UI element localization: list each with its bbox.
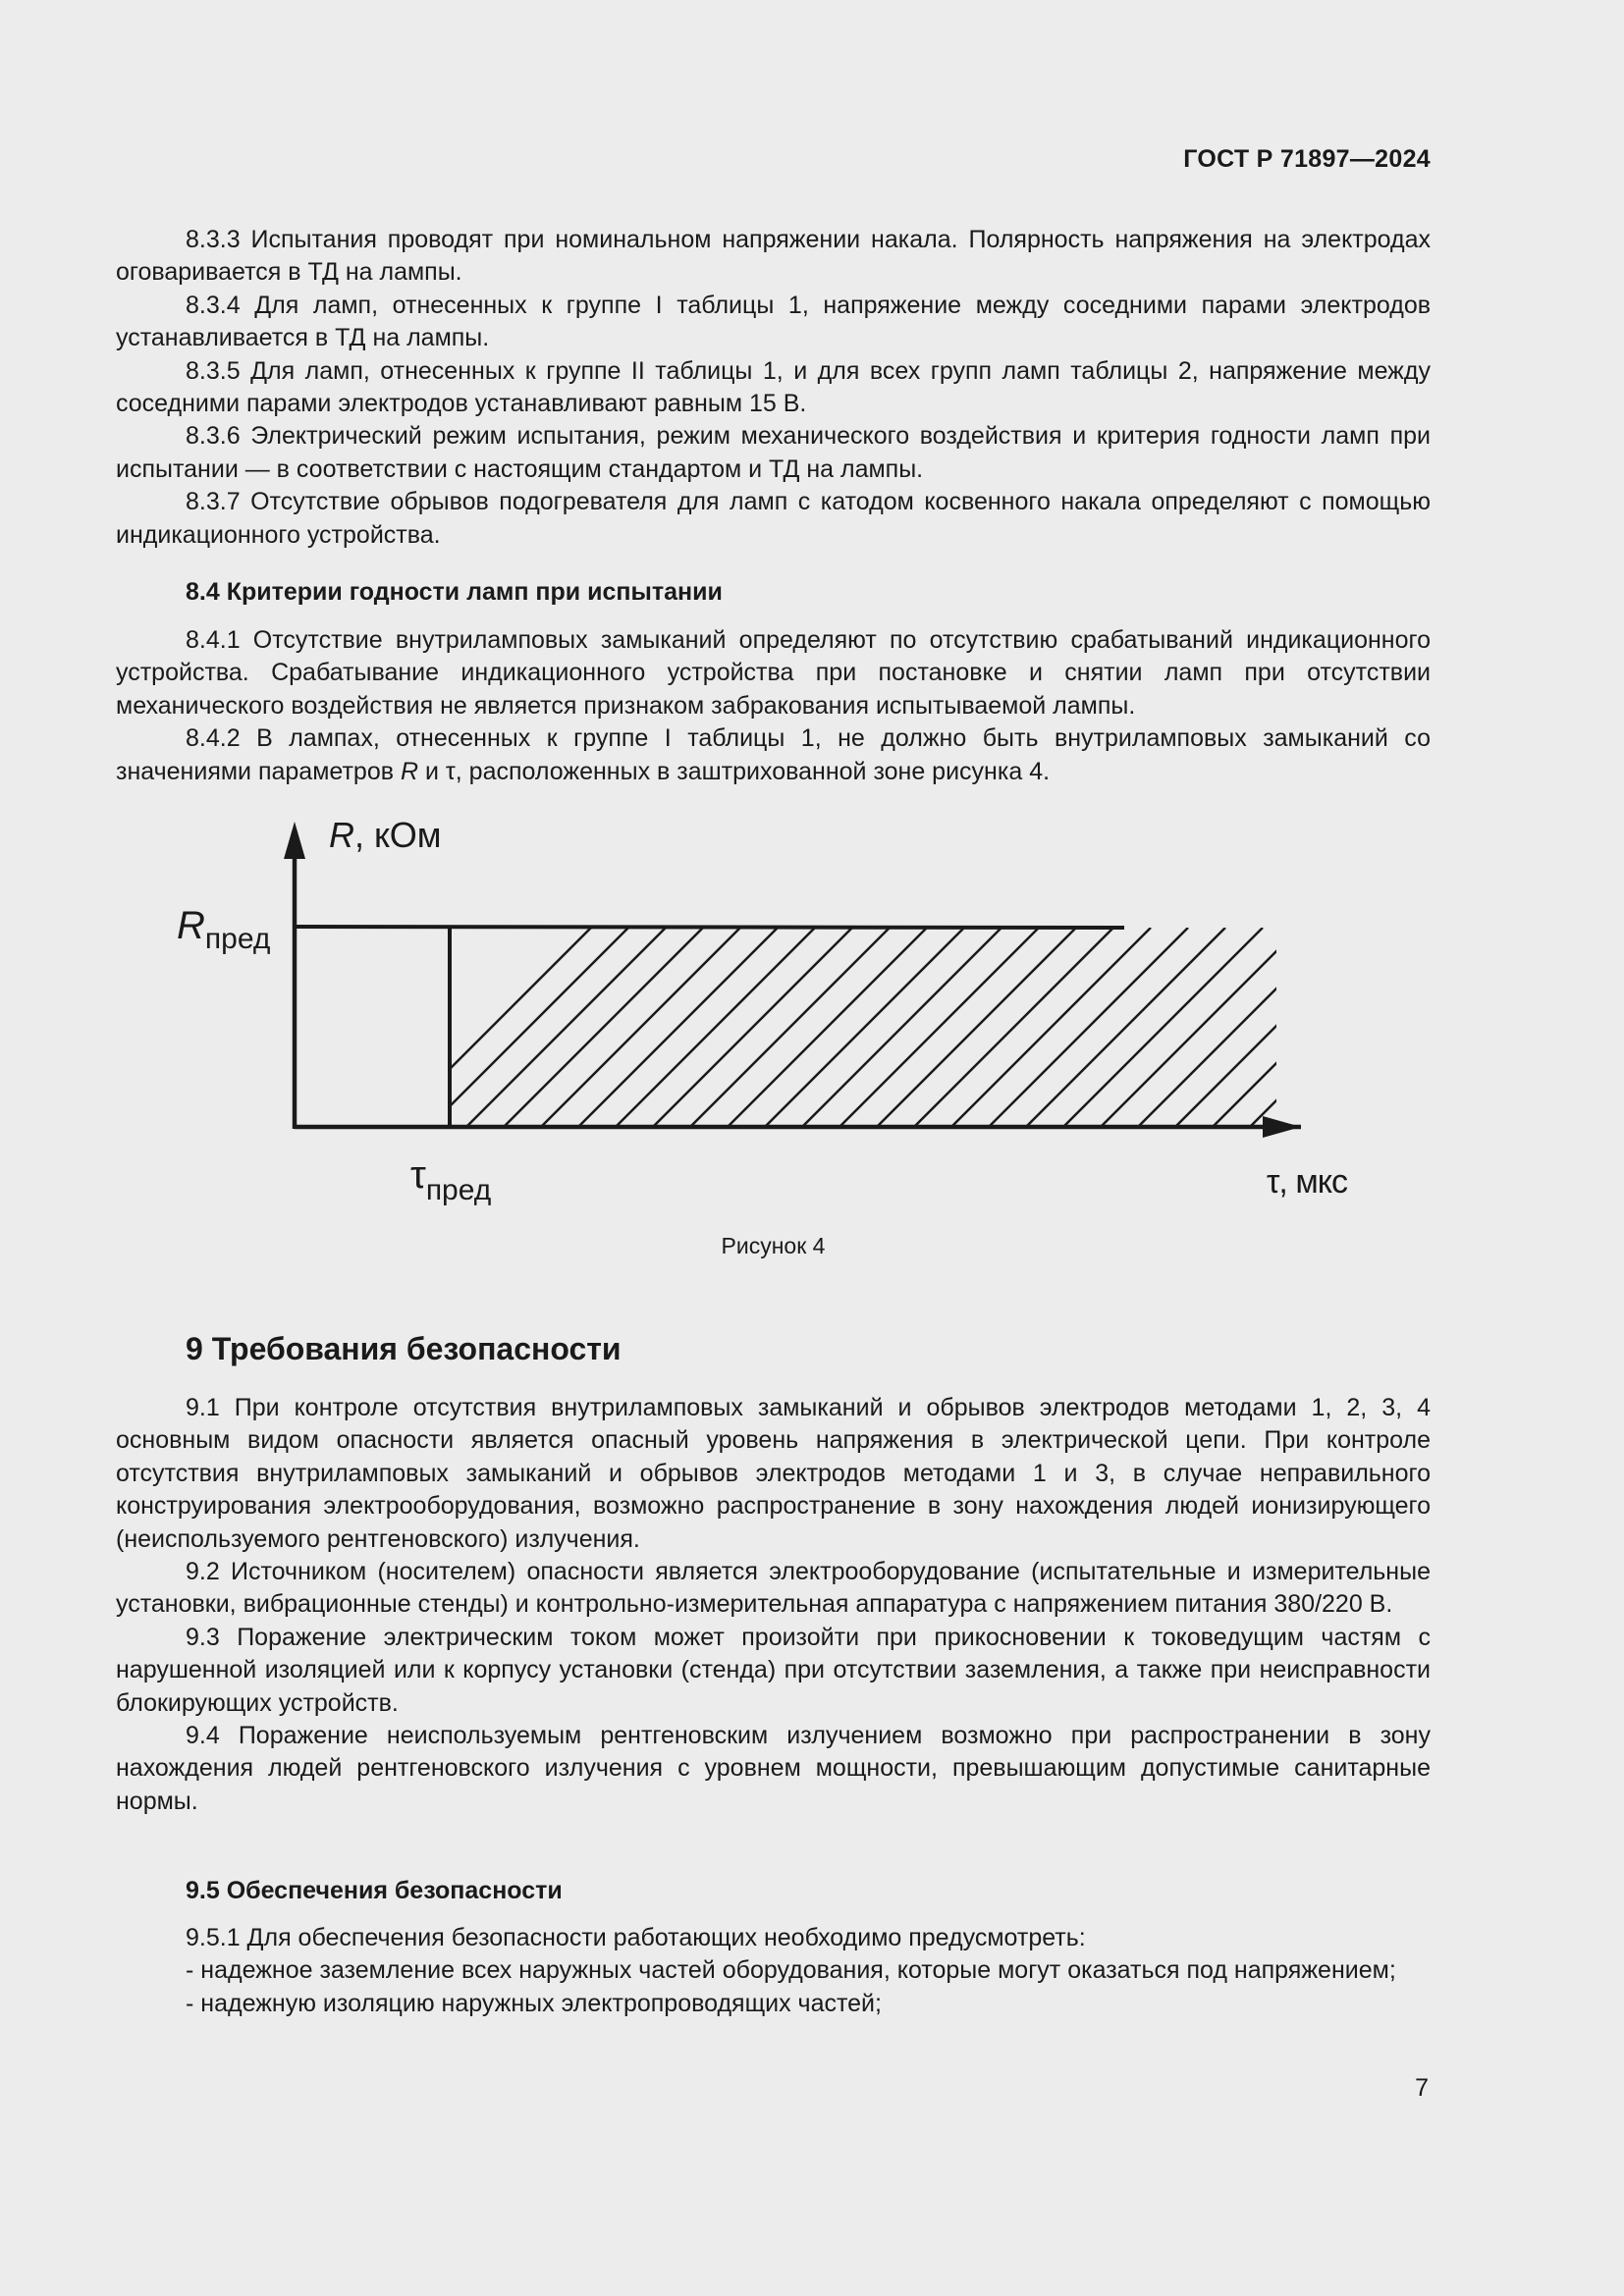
subheading-8-4: 8.4 Критерии годности ламп при испытании xyxy=(186,578,723,606)
clause-8-3-3: 8.3.3 Испытания проводят при номинальном напряжении накала. Полярность напряжения на электродах оговаривается в ТД на лампы. xyxy=(116,226,1431,287)
clause-8-4-2-middle: и xyxy=(418,757,446,785)
page-number: 7 xyxy=(1415,2074,1429,2102)
clauses-8-4 xyxy=(116,624,1431,788)
clause-9-4: 9.4 Поражение неиспользуемым рентгеновским излучением возможно при распространении в зону нахождения людей рентгеновского излучения с уровнем мощности, превышающим допустимые санитарные нормы. xyxy=(116,1722,1431,1815)
subheading-9-5: 9.5 Обеспечения безопасности xyxy=(186,1877,563,1904)
x-axis-label: τ, мкс xyxy=(1267,1163,1347,1201)
clause-8-3-7: 8.3.7 Отсутствие обрывов подогревателя для ламп с катодом косвенного накала определяют с помощью индикационного устройства. xyxy=(116,488,1431,549)
clauses-9-5 xyxy=(116,1922,1431,2020)
clause-8-3-5: 8.3.5 Для ламп, отнесенных к группе II таблицы 1, и для всех групп ламп таблицы 2, напряжение между соседними парами электродов устанавливают равным 15 В. xyxy=(116,356,1431,418)
tau-limit-label: $\tau_{пред}$ xyxy=(410,1153,492,1206)
figure-caption: Рисунок 4 xyxy=(721,1233,826,1258)
x-axis-arrow xyxy=(1263,1116,1301,1138)
clause-8-4-2 xyxy=(116,722,1431,788)
document-header: ГОСТ Р 71897—2024 xyxy=(1183,145,1431,173)
clauses-8-3 xyxy=(116,224,1431,552)
y-axis-label: R, кОм xyxy=(329,815,442,855)
clause-9-3: 9.3 Поражение электрическим током может произойти при прикосновении к токоведущим частям с нарушенной изоляцией или к корпусу установки (стенда) при отсутствии заземления, а также при неисправности блокирующих устройств. xyxy=(116,1623,1431,1717)
clause-8-3-4: 8.3.4 Для ламп, отнесенных к группе I таблицы 1, напряжение между соседними парами электродов устанавливается в ТД на лампы. xyxy=(116,291,1431,352)
param-r: R xyxy=(400,757,419,785)
clause-9-1: 9.1 При контроле отсутствия внутриламповых замыканий и обрывов электродов методами 1, 2, 3, 4 основным видом опасности является опасный уровень напряжения в электрической цепи. При контроле отсутствия внутриламповых замыканий и обрывов электродов методами 1 и 3, в случае неправильного конструирования электрооборудования, возможно распространение в зону нахождения людей ионизирующего (неиспользуемого рентгеновского) излучения. xyxy=(116,1394,1431,1553)
r-limit-line xyxy=(295,927,1124,928)
section-9-heading: 9 Требования безопасности xyxy=(186,1331,622,1366)
param-tau: τ xyxy=(445,757,456,785)
clause-9-5-1: 9.5.1 Для обеспечения безопасности работающих необходимо предусмотреть: xyxy=(186,1924,1086,1951)
clause-8-3-6: 8.3.6 Электрический режим испытания, режим механического воздействия и критерия годности ламп при испытании — в соответствии с настоящим стандартом и ТД на лампы. xyxy=(116,422,1431,483)
r-limit-label: $R_{пред}$ xyxy=(177,904,271,955)
clause-8-4-1: 8.4.1 Отсутствие внутриламповых замыканий определяют по отсутствию срабатываний индикационного устройства. Срабатывание индикационного устройства при постановке и снятии ламп при отсутствии механического воздействия не является признаком забракования испытываемой лампы. xyxy=(116,626,1431,720)
clause-9-2: 9.2 Источником (носителем) опасности является электрооборудование (испытательные и измерительные установки, вибрационные стенды) и контрольно-измерительная аппаратура с напряжением питания 380/220 В. xyxy=(116,1558,1431,1619)
y-axis-arrow xyxy=(284,822,305,859)
figure-4-diagram xyxy=(157,805,1347,1227)
clause-8-4-2-after: , расположенных в заштрихованной зоне рисунка 4. xyxy=(455,757,1051,785)
list-item-insulation: - надежную изоляцию наружных электропроводящих частей; xyxy=(186,1989,882,2017)
hatched-zone xyxy=(393,928,1449,1126)
list-item-grounding: - надежное заземление всех наружных частей оборудования, которые могут оказаться под напряжением; xyxy=(186,1956,1396,1985)
clause-8-4-2-before: 8.4.2 В лампах, отнесенных к группе I таблицы 1, не должно быть внутриламповых замыканий со значениями параметров xyxy=(116,724,1431,785)
clauses-9 xyxy=(116,1392,1431,1818)
